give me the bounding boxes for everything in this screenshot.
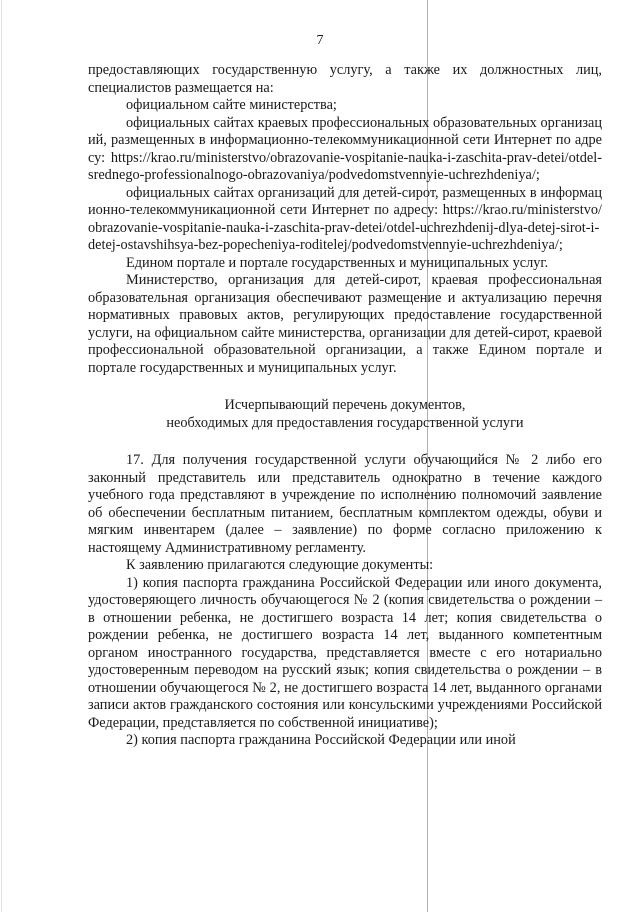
- paragraph: 1) копия паспорта гражданина Российской Федерации или иного документа, удостоверяющего личность обучающегося № 2 (копия свидетельства о рождении – в отношении ребенка, не достигшего возраста 14 лет; копия свидетельства о рождении ребенка, не достигшего возраста 14 лет, выданного компетентным органом иностранного государства, представляется вместе с его нотариально удостоверенным переводом на русский язык; копия свидетельства о рождении – в отношении обучающегося № 2, не достигшего возраста 14 лет, выданного органами записи актов гражданского состояния или консульскими учреждениями Российской Федерации, представляется по собственной инициативе);: [88, 574, 602, 731]
- paragraph: Едином портале и портале государственных и муниципальных услуг.: [126, 254, 549, 271]
- paragraph: официальных сайтах краевых профессиональных образовательных организаций, размещенных в информационно-телекоммуникационной сети Интернет по адресу: https://krao.ru/ministerstvo/obrazovanie-vospitanie-nauka-i-zaschita-prav-detei/otdel-srednego-professionalnogo-obrazovaniya/podvedomstvennyie-uchrezhdeniya/;: [88, 114, 602, 183]
- paragraph: предоставляющих государственную услугу, а также их должностных лиц, специалистов размещается на:: [88, 62, 602, 96]
- paragraph: официальном сайте министерства;: [126, 97, 337, 113]
- scan-edge-left: [1, 0, 2, 912]
- paragraph: К заявлению прилагаются следующие документы:: [126, 557, 434, 573]
- paragraph: официальных сайтах организаций для детей-сирот, размещенных в информационно-телекоммуникационной сети Интернет по адресу: https://krao.ru/ministerstvo/obrazovanie-vospitanie-nauka-i-zaschita-prav-detei/otdel-uchrezhdenij-dlya-detej-sirot-i-detej-ostavshihsya-bez-popecheniya-roditelej/podvedomstvennyie-uchrezhdeniya/;: [88, 184, 602, 253]
- section-heading: [88, 397, 602, 432]
- document-body: [88, 62, 602, 750]
- paragraph: Министерство, организация для детей-сирот, краевая профессиональная образовательная организация обеспечивают размещение и актуализацию перечня нормативных правовых актов, регулирующих предоставление государственной услуги, на официальном сайте министерства, организации для детей-сирот, краевой профессиональной образовательной организации, а также Едином портале и портале государственных и муниципальных услуг.: [88, 272, 602, 376]
- paragraph: 17. Для получения государственной услуги обучающийся № 2 либо его законный представитель или представитель однократно в течение каждого учебного года представляют в учреждение по исполнению полномочий заявление об обеспечении бесплатным питанием, бесплатным комплектом одежды, обуви и мягким инвентарем (далее – заявление) по форме согласно приложению к настоящему Административному регламенту.: [88, 452, 602, 556]
- paragraph: 2) копия паспорта гражданина Российской Федерации или иной: [126, 732, 516, 748]
- page-number: 7: [316, 33, 324, 48]
- section-heading-line1: Исчерпывающий перечень документов,: [224, 397, 466, 413]
- section-heading-line2: необходимых для предоставления государственной услуги: [166, 414, 524, 431]
